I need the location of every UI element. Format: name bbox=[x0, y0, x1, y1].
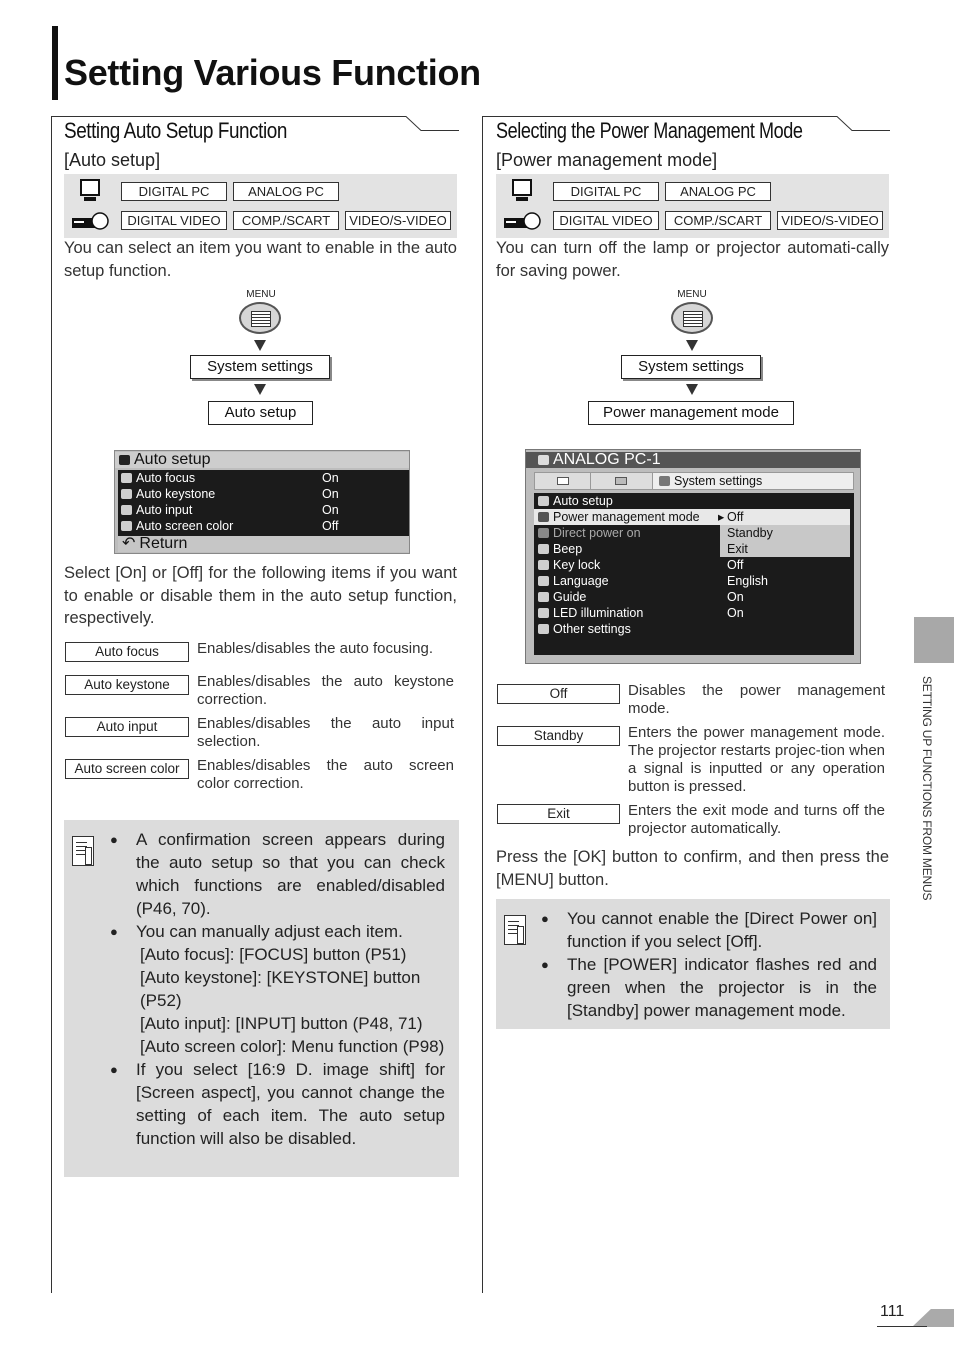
def-desc-off: Disables the power management mode. bbox=[628, 682, 885, 717]
left-section-heading: Setting Auto Setup Function bbox=[64, 118, 287, 143]
osd-tab-system bbox=[659, 473, 762, 489]
auto-setup-icon bbox=[119, 455, 130, 465]
osd-tab-display bbox=[591, 473, 653, 489]
osd-label: Language bbox=[553, 574, 609, 588]
osd-label: Other settings bbox=[553, 622, 631, 636]
system-settings-osd bbox=[525, 449, 861, 664]
keystone-icon bbox=[121, 489, 132, 499]
osd-option-exit: Exit bbox=[727, 542, 748, 556]
left-note-list bbox=[136, 828, 445, 1150]
right-section-heading: Selecting the Power Management Mode bbox=[496, 118, 803, 143]
left-nav-system-settings: System settings bbox=[190, 355, 330, 379]
osd-value: On bbox=[322, 487, 339, 501]
right-section-subheading: [Power management mode] bbox=[496, 150, 718, 170]
info-icon bbox=[538, 592, 549, 602]
right-note-list bbox=[567, 907, 877, 1022]
osd-row-led-illumination bbox=[534, 605, 854, 621]
tag-analog-pc: ANALOG PC bbox=[665, 182, 771, 201]
note-item: ● The [POWER] indicator flashes red and green when the projector is in the [Standby] power management mode. bbox=[567, 953, 877, 1022]
osd-row-guide bbox=[534, 589, 854, 605]
direct-power-icon bbox=[538, 528, 549, 538]
image-tab-icon bbox=[557, 477, 569, 485]
osd-tab-label: System settings bbox=[674, 474, 763, 488]
note-item-text: You can manually adjust each item. bbox=[136, 922, 403, 941]
left-note-box bbox=[64, 820, 459, 1177]
right-intro-text: You can turn off the lamp or projector automati-cally for saving power. bbox=[496, 239, 889, 280]
note-icon bbox=[504, 915, 526, 945]
right-menu-caption: MENU bbox=[677, 289, 707, 300]
def-key-auto-keystone: Auto keystone bbox=[65, 675, 189, 695]
tag-comp-scart: COMP./SCART bbox=[665, 211, 771, 230]
lock-icon bbox=[538, 560, 549, 570]
tag-analog-pc: ANALOG PC bbox=[233, 182, 339, 201]
osd-label: Direct power on bbox=[553, 526, 641, 540]
right-nav-power-management-mode: Power management mode bbox=[588, 401, 794, 425]
speaker-icon bbox=[538, 544, 549, 554]
tag-video-svideo: VIDEO/S-VIDEO bbox=[777, 211, 883, 230]
osd-row-auto-setup bbox=[534, 493, 854, 509]
osd-row-power-management-mode bbox=[534, 509, 850, 525]
video-device-icon bbox=[502, 208, 542, 234]
osd-items bbox=[118, 470, 409, 536]
middle-column-rule bbox=[482, 116, 483, 1293]
osd-title: Auto setup bbox=[134, 451, 211, 468]
led-icon bbox=[538, 608, 549, 618]
note-icon bbox=[72, 836, 94, 866]
osd-tab-bar bbox=[534, 472, 854, 490]
page-number-wedge bbox=[912, 1309, 954, 1327]
page-number: 111 bbox=[880, 1303, 905, 1320]
input-icon bbox=[121, 505, 132, 515]
right-arrow-down-icon-2 bbox=[686, 384, 698, 395]
note-sub-item: [Auto input]: [INPUT] button (P48, 71) bbox=[140, 1014, 423, 1033]
note-item: ● If you select [16:9 D. image shift] for [Screen aspect], you cannot change the setting of each item. The auto setup function will also be disabled. bbox=[136, 1058, 445, 1150]
monitor-icon bbox=[510, 178, 536, 204]
osd-value: On bbox=[322, 503, 339, 517]
display-tab-icon bbox=[615, 477, 627, 485]
note-sub-item: [Auto screen color]: Menu function (P98) bbox=[140, 1037, 445, 1056]
right-confirm-text: Press the [OK] button to confirm, and then press the [MENU] button. bbox=[496, 848, 889, 889]
note-item: ● You cannot enable the [Direct Power on] function if you select [Off]. bbox=[567, 907, 877, 953]
tag-digital-pc: DIGITAL PC bbox=[121, 182, 227, 201]
system-settings-icon bbox=[659, 476, 670, 486]
left-section-subheading: [Auto setup] bbox=[64, 150, 161, 170]
osd-label: Power management mode bbox=[553, 510, 700, 524]
auto-setup-osd bbox=[114, 450, 410, 554]
left-intro-text: You can select an item you want to enable in the auto setup function. bbox=[64, 239, 457, 280]
note-sub-item: [Auto keystone]: [KEYSTONE] button (P52) bbox=[140, 968, 421, 1010]
chapter-tab bbox=[914, 617, 954, 663]
auto-setup-icon bbox=[538, 496, 549, 506]
osd-label: Guide bbox=[553, 590, 587, 604]
left-arrow-down-icon-2 bbox=[254, 384, 266, 395]
osd-label: Auto setup bbox=[553, 494, 613, 508]
def-desc-auto-input: Enables/disables the auto input selection. bbox=[197, 715, 454, 750]
osd-value: On bbox=[322, 471, 339, 485]
osd-source-row bbox=[526, 452, 860, 468]
monitor-icon bbox=[78, 178, 104, 204]
tag-digital-video: DIGITAL VIDEO bbox=[121, 211, 227, 230]
note-item-manual-adjust bbox=[136, 920, 445, 1058]
osd-row-auto-focus bbox=[118, 470, 409, 486]
tag-digital-pc: DIGITAL PC bbox=[553, 182, 659, 201]
osd-label: Auto keystone bbox=[136, 487, 216, 501]
osd-tab-image bbox=[535, 473, 591, 489]
osd-label: Auto input bbox=[136, 503, 193, 517]
osd-row-language bbox=[534, 573, 854, 589]
tag-video-svideo: VIDEO/S-VIDEO bbox=[345, 211, 451, 230]
def-desc-auto-keystone: Enables/disables the auto keystone correction. bbox=[197, 673, 454, 708]
right-nav-system-settings: System settings bbox=[621, 355, 761, 379]
osd-row-key-lock bbox=[534, 557, 854, 573]
left-menu-caption: MENU bbox=[246, 289, 276, 300]
osd-row-auto-input bbox=[118, 502, 409, 518]
def-key-exit: Exit bbox=[497, 804, 620, 824]
right-arrow-down-icon bbox=[686, 340, 698, 351]
power-icon bbox=[538, 512, 549, 522]
osd-option-standby: Standby bbox=[727, 526, 773, 540]
left-select-text: Select [On] or [Off] for the following items if you want to enable or disable them in the auto setup function, respectively. bbox=[64, 564, 457, 627]
left-column-rule bbox=[51, 116, 52, 1293]
def-desc-auto-screen-color: Enables/disables the auto screen color correction. bbox=[197, 757, 454, 792]
def-desc-standby: Enters the power management mode. The projector restarts projec-tion when a signal is inputted or any operation button is pressed. bbox=[628, 724, 885, 795]
osd-label: Key lock bbox=[553, 558, 601, 572]
right-menu-button-icon bbox=[671, 302, 713, 334]
def-key-auto-focus: Auto focus bbox=[65, 642, 189, 662]
left-nav-auto-setup: Auto setup bbox=[208, 401, 313, 425]
def-key-auto-screen-color: Auto screen color bbox=[65, 759, 189, 779]
osd-dropdown-list bbox=[720, 525, 850, 557]
osd-value: Off bbox=[727, 558, 744, 572]
right-compat-box bbox=[496, 174, 889, 238]
osd-label: Beep bbox=[553, 542, 583, 556]
note-sub-item: [Auto focus]: [FOCUS] button (P51) bbox=[140, 945, 407, 964]
osd-label: Auto screen color bbox=[136, 519, 234, 533]
tag-digital-video: DIGITAL VIDEO bbox=[553, 211, 659, 230]
osd-value: English bbox=[727, 574, 768, 588]
screen-color-icon bbox=[121, 521, 132, 531]
osd-items bbox=[534, 493, 854, 655]
left-arrow-down-icon bbox=[254, 340, 266, 351]
right-note-box bbox=[496, 899, 890, 1029]
osd-value: Off bbox=[322, 519, 339, 533]
osd-source: ANALOG PC-1 bbox=[553, 451, 661, 468]
chapter-side-label: SETTING UP FUNCTIONS FROM MENUS bbox=[920, 676, 934, 901]
left-compat-box bbox=[64, 174, 457, 238]
page-number-rule bbox=[877, 1326, 927, 1327]
osd-return: Return bbox=[139, 535, 188, 552]
def-desc-auto-focus: Enables/disables the auto focusing. bbox=[197, 640, 433, 657]
osd-row-auto-screen-color bbox=[118, 518, 409, 534]
osd-label: Auto focus bbox=[136, 471, 196, 485]
def-key-off: Off bbox=[497, 684, 620, 704]
def-desc-exit: Enters the exit mode and turns off the projector automatically. bbox=[628, 802, 885, 837]
page-title: Setting Various Function bbox=[64, 52, 481, 93]
osd-label: LED illumination bbox=[553, 606, 644, 620]
return-arrow-icon: ↶ bbox=[122, 535, 136, 552]
source-icon bbox=[538, 455, 549, 465]
video-device-icon bbox=[70, 208, 110, 234]
left-menu-button-icon bbox=[239, 302, 281, 334]
osd-value: On bbox=[727, 590, 744, 604]
focus-icon bbox=[121, 473, 132, 483]
title-bar-accent bbox=[52, 26, 58, 100]
note-item: ● A confirmation screen appears during the auto setup so that you can check which functions are enabled/disabled (P46, 70). bbox=[136, 828, 445, 920]
osd-value: Off bbox=[727, 510, 744, 524]
def-key-standby: Standby bbox=[497, 726, 620, 746]
def-key-auto-input: Auto input bbox=[65, 717, 189, 737]
osd-row-auto-keystone bbox=[118, 486, 409, 502]
osd-row-other-settings bbox=[534, 621, 854, 637]
globe-icon bbox=[538, 576, 549, 586]
osd-value: On bbox=[727, 606, 744, 620]
tag-comp-scart: COMP./SCART bbox=[233, 211, 339, 230]
gear-icon bbox=[538, 624, 549, 634]
osd-cursor-icon: ▸ bbox=[718, 510, 725, 524]
osd-title-row bbox=[115, 452, 409, 468]
osd-return-row bbox=[118, 536, 409, 552]
